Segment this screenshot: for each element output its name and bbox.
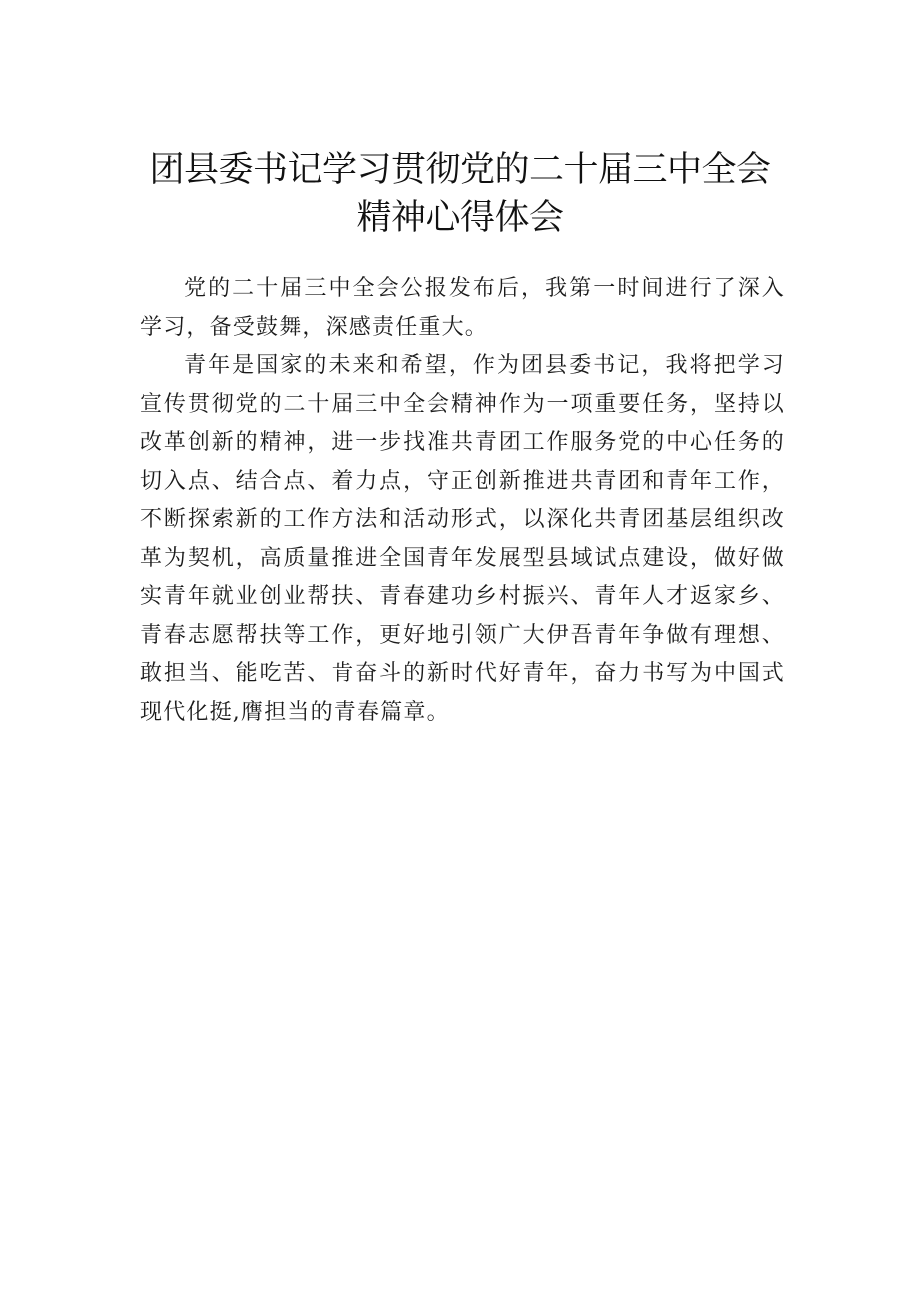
- paragraph-2: 青年是国家的未来和希望，作为团县委书记，我将把学习宣传贯彻党的二十届三中全会精神作为一项重要任务，坚持以改革创新的精神，进一步找准共青团工作服务党的中心任务的切入点、结合点、着力点，守正创新推进共青团和青年工作，不断探索新的工作方法和活动形式，以深化共青团基层组织改革为契机，高质量推进全国青年发展型县域试点建设，做好做实青年就业创业帮扶、青春建功乡村振兴、青年人才返家乡、青春志愿帮扶等工作，更好地引领广大伊吾青年争做有理想、敢担当、能吃苦、肯奋斗的新时代好青年，奋力书写为中国式现代化挺,膺担当的青春篇章。: [140, 353, 785, 725]
- paragraph-1: 党的二十届三中全会公报发布后，我第一时间进行了深入学习，备受鼓舞，深感责任重大。: [140, 276, 785, 340]
- document-title-line-2: 精神心得体会: [356, 198, 564, 238]
- document-title-line-1: 团县委书记学习贯彻党的二十届三中全会: [149, 150, 771, 190]
- document-body: [140, 270, 785, 732]
